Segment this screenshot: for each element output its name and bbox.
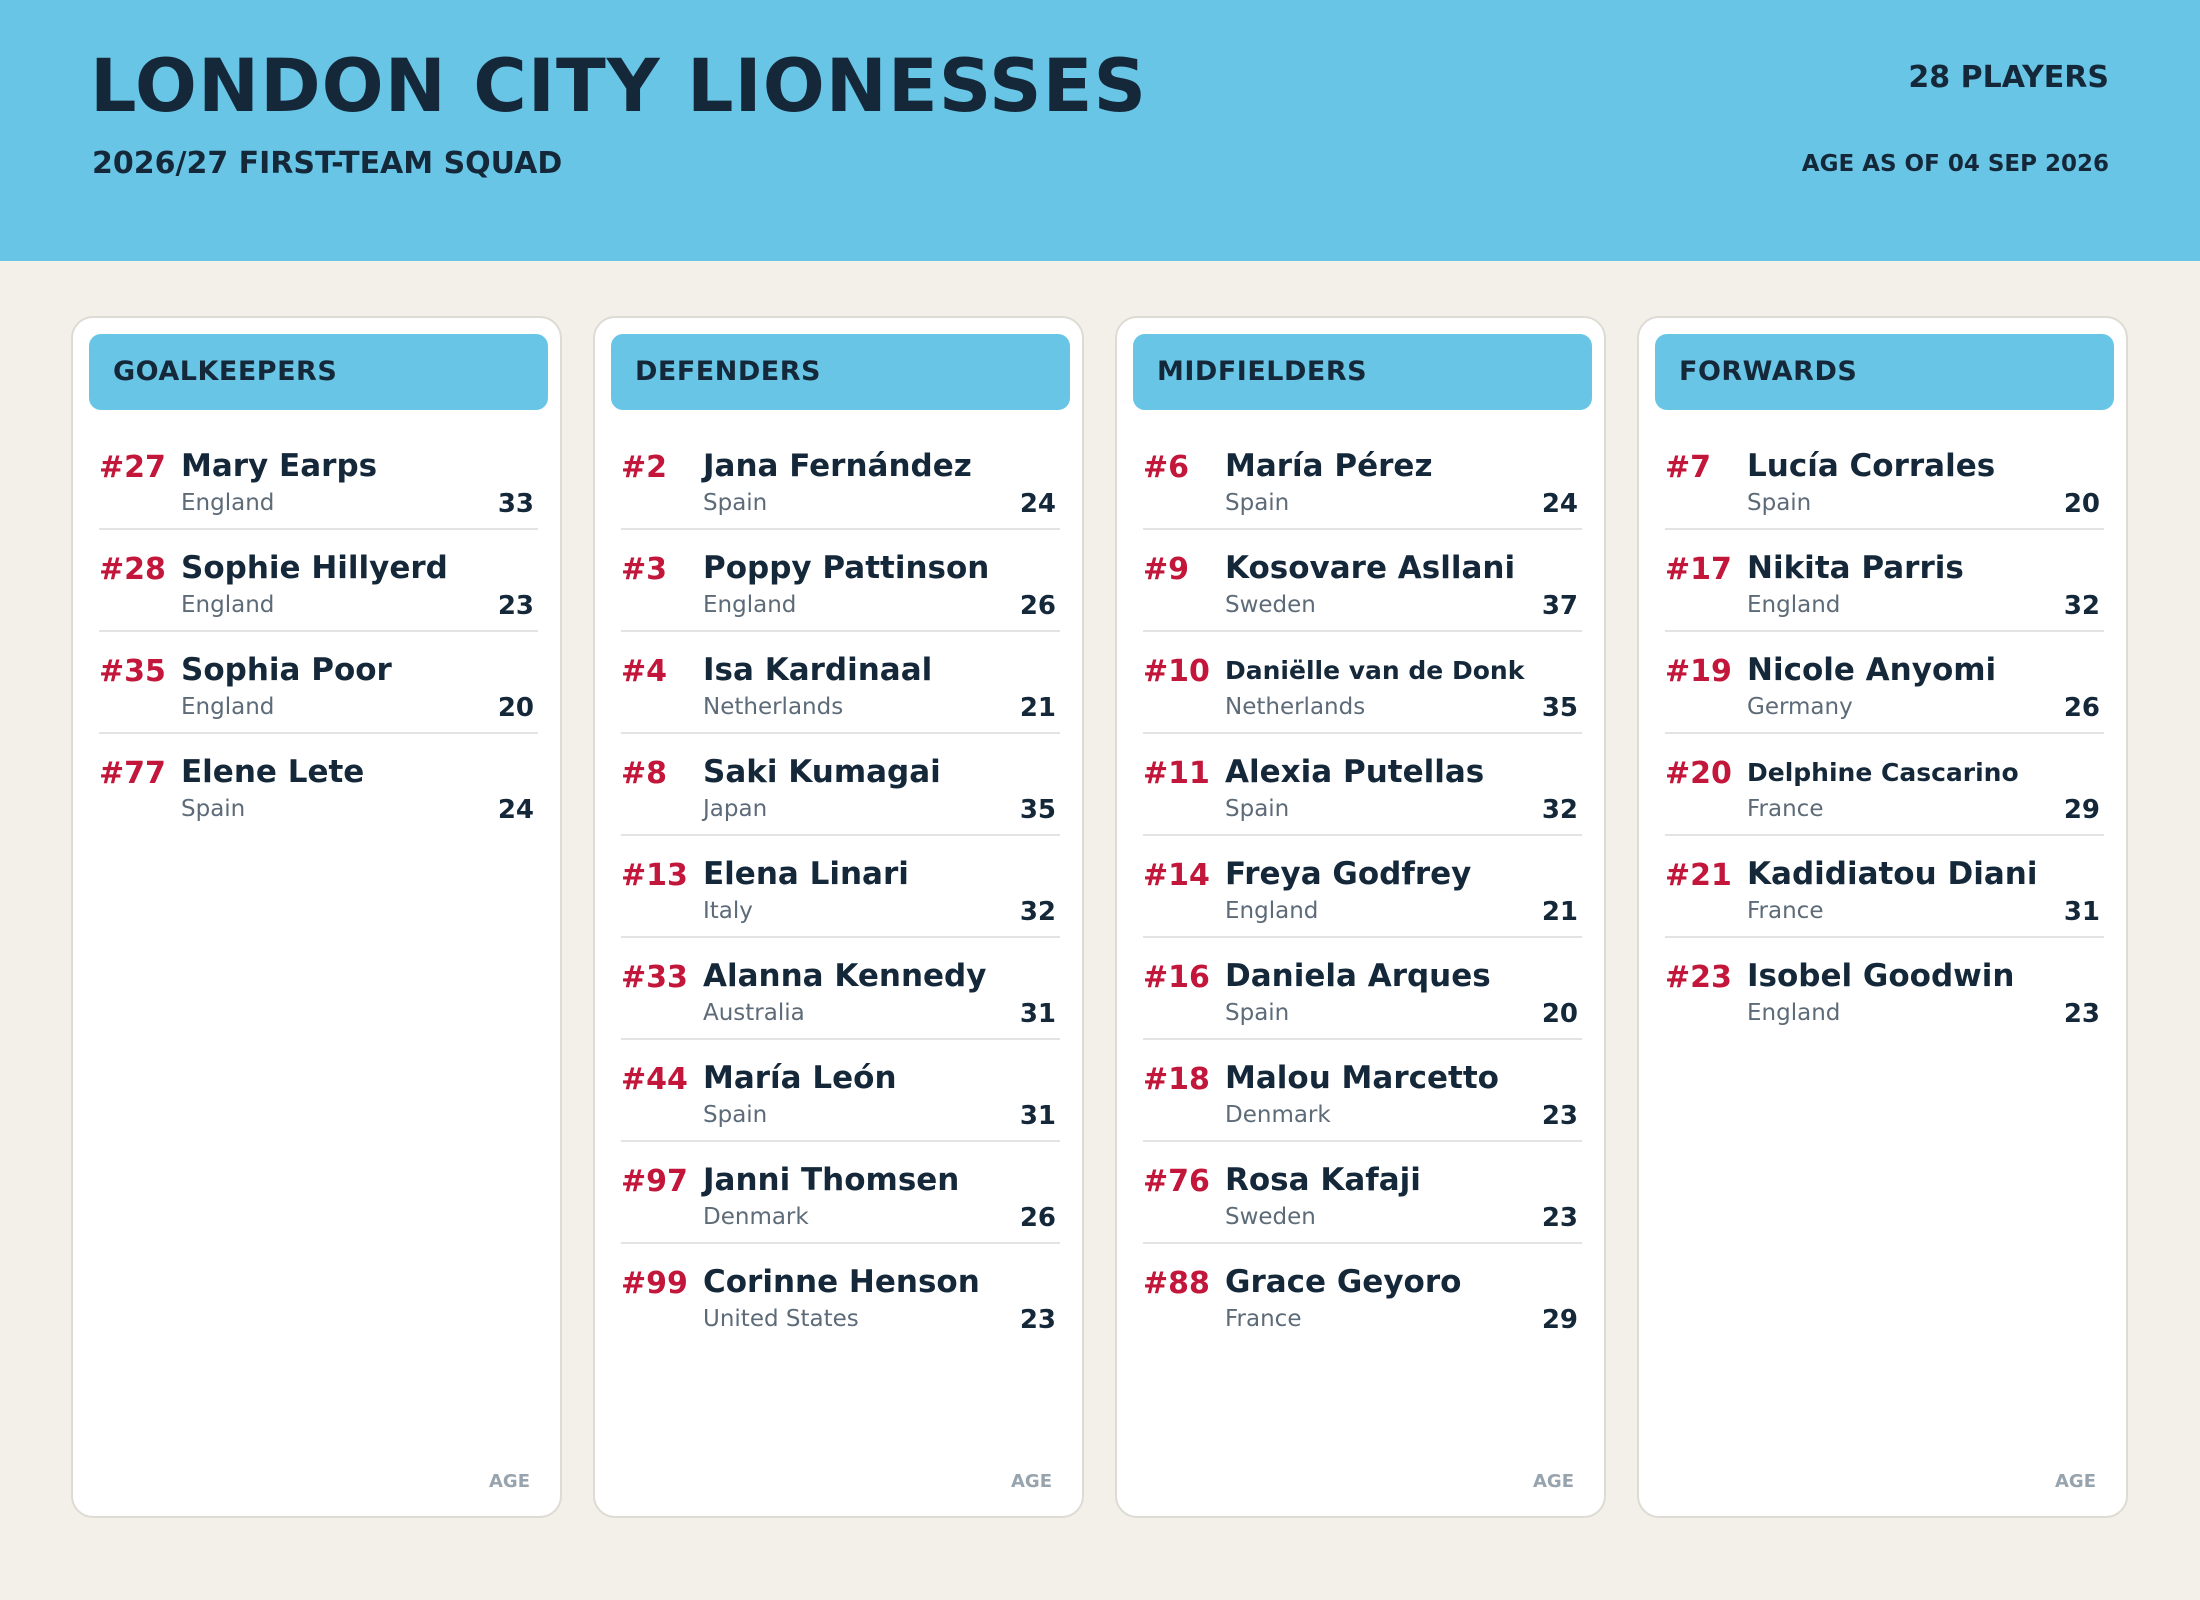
squad-number: #7	[1665, 450, 1712, 485]
player-row	[1665, 632, 2104, 734]
squad-number: #35	[99, 654, 166, 689]
page-title: LONDON CITY LIONESSES	[90, 44, 1148, 129]
player-row	[621, 734, 1060, 836]
player-age: 23	[2063, 999, 2100, 1029]
player-row	[621, 938, 1060, 1040]
player-age: 24	[497, 795, 534, 825]
player-list	[1665, 428, 2104, 1040]
player-name: Elene Lete	[181, 754, 365, 790]
player-name: Mary Earps	[181, 448, 378, 484]
player-nationality: Sweden	[1225, 1204, 1316, 1230]
squad-number: #23	[1665, 960, 1732, 995]
squad-number: #76	[1143, 1164, 1210, 1199]
player-nationality: Spain	[1225, 490, 1290, 516]
age-reference-date: AGE AS OF 04 SEP 2026	[1801, 151, 2109, 177]
player-row	[1143, 530, 1582, 632]
player-nationality: Netherlands	[703, 694, 844, 720]
player-age: 20	[1541, 999, 1578, 1029]
player-name: Sophia Poor	[181, 652, 392, 688]
squad-number: #8	[621, 756, 668, 791]
player-nationality: United States	[703, 1306, 859, 1332]
player-nationality: England	[1225, 898, 1319, 924]
player-age: 32	[1541, 795, 1578, 825]
player-nationality: Denmark	[703, 1204, 809, 1230]
player-row	[99, 734, 538, 836]
player-row	[99, 428, 538, 530]
player-name: Nicole Anyomi	[1747, 652, 1997, 688]
player-list	[1143, 428, 1582, 1346]
column-goalkeepers	[71, 316, 562, 1518]
player-row	[621, 632, 1060, 734]
squad-number: #19	[1665, 654, 1732, 689]
age-column-label: AGE	[488, 1471, 530, 1492]
player-nationality: France	[1747, 796, 1824, 822]
player-nationality: England	[181, 490, 275, 516]
player-age: 32	[2063, 591, 2100, 621]
player-nationality: France	[1225, 1306, 1302, 1332]
squad-number: #4	[621, 654, 668, 689]
player-row	[1143, 836, 1582, 938]
player-age: 20	[2063, 489, 2100, 519]
player-name: Isa Kardinaal	[703, 652, 933, 688]
column-header: DEFENDERS	[611, 334, 1070, 410]
player-name: María León	[703, 1060, 897, 1096]
player-row	[1143, 1040, 1582, 1142]
player-nationality: England	[1747, 592, 1841, 618]
squad-number: #11	[1143, 756, 1210, 791]
player-row	[1143, 938, 1582, 1040]
player-age: 33	[497, 489, 534, 519]
player-row	[621, 1040, 1060, 1142]
squad-number: #17	[1665, 552, 1732, 587]
player-nationality: Spain	[1225, 1000, 1290, 1026]
age-column-label: AGE	[2054, 1471, 2096, 1492]
player-age: 26	[1019, 1203, 1056, 1233]
player-row	[1143, 632, 1582, 734]
player-name: Nikita Parris	[1747, 550, 1964, 586]
player-row	[1665, 836, 2104, 938]
player-name: Delphine Cascarino	[1747, 758, 2019, 787]
player-name: Lucía Corrales	[1747, 448, 1996, 484]
player-row	[1143, 428, 1582, 530]
player-age: 24	[1541, 489, 1578, 519]
player-age: 21	[1019, 693, 1056, 723]
player-age: 32	[1019, 897, 1056, 927]
player-count: 28 PLAYERS	[1908, 60, 2109, 95]
age-column-label: AGE	[1532, 1471, 1574, 1492]
column-midfielders	[1115, 316, 1606, 1518]
player-nationality: France	[1747, 898, 1824, 924]
player-nationality: England	[1747, 1000, 1841, 1026]
squad-number: #44	[621, 1062, 688, 1097]
player-age: 23	[1019, 1305, 1056, 1335]
player-name: Freya Godfrey	[1225, 856, 1472, 892]
squad-number: #16	[1143, 960, 1210, 995]
player-name: Alexia Putellas	[1225, 754, 1485, 790]
player-row	[1665, 530, 2104, 632]
squad-number: #33	[621, 960, 688, 995]
squad-number: #28	[99, 552, 166, 587]
column-header: FORWARDS	[1655, 334, 2114, 410]
player-name: Rosa Kafaji	[1225, 1162, 1421, 1198]
player-row	[1143, 734, 1582, 836]
player-name: Janni Thomsen	[703, 1162, 960, 1198]
player-row	[1665, 734, 2104, 836]
age-column-label: AGE	[1010, 1471, 1052, 1492]
player-nationality: Spain	[1747, 490, 1812, 516]
squad-number: #3	[621, 552, 668, 587]
player-age: 37	[1541, 591, 1578, 621]
player-nationality: Denmark	[1225, 1102, 1331, 1128]
player-row	[99, 530, 538, 632]
player-name: Jana Fernández	[703, 448, 972, 484]
player-age: 24	[1019, 489, 1056, 519]
player-age: 31	[2063, 897, 2100, 927]
player-nationality: England	[181, 694, 275, 720]
squad-number: #9	[1143, 552, 1190, 587]
player-name: Grace Geyoro	[1225, 1264, 1462, 1300]
player-name: María Pérez	[1225, 448, 1433, 484]
player-age: 21	[1541, 897, 1578, 927]
player-nationality: Australia	[703, 1000, 805, 1026]
column-forwards	[1637, 316, 2128, 1518]
squad-number: #6	[1143, 450, 1190, 485]
player-nationality: Spain	[1225, 796, 1290, 822]
squad-number: #27	[99, 450, 166, 485]
player-row	[1665, 938, 2104, 1040]
player-row	[621, 530, 1060, 632]
player-name: Daniëlle van de Donk	[1225, 656, 1525, 685]
player-age: 26	[2063, 693, 2100, 723]
column-header: GOALKEEPERS	[89, 334, 548, 410]
player-name: Corinne Henson	[703, 1264, 980, 1300]
squad-number: #97	[621, 1164, 688, 1199]
squad-number: #99	[621, 1266, 688, 1301]
player-nationality: Spain	[181, 796, 246, 822]
player-row	[621, 1244, 1060, 1346]
player-row	[621, 1142, 1060, 1244]
squad-number: #13	[621, 858, 688, 893]
header-banner	[0, 0, 2200, 261]
player-nationality: Italy	[703, 898, 753, 924]
player-nationality: England	[181, 592, 275, 618]
player-list	[621, 428, 1060, 1346]
player-row	[1143, 1244, 1582, 1346]
player-nationality: Netherlands	[1225, 694, 1366, 720]
player-nationality: England	[703, 592, 797, 618]
player-name: Kadidiatou Diani	[1747, 856, 2038, 892]
player-name: Elena Linari	[703, 856, 909, 892]
player-age: 20	[497, 693, 534, 723]
player-name: Sophie Hillyerd	[181, 550, 448, 586]
player-row	[1143, 1142, 1582, 1244]
player-age: 31	[1019, 999, 1056, 1029]
player-name: Alanna Kennedy	[703, 958, 987, 994]
player-age: 26	[1019, 591, 1056, 621]
player-age: 29	[1541, 1305, 1578, 1335]
player-nationality: Sweden	[1225, 592, 1316, 618]
player-name: Isobel Goodwin	[1747, 958, 2015, 994]
player-row	[1665, 428, 2104, 530]
player-age: 35	[1541, 693, 1578, 723]
squad-number: #77	[99, 756, 166, 791]
player-name: Kosovare Asllani	[1225, 550, 1516, 586]
column-header: MIDFIELDERS	[1133, 334, 1592, 410]
page-subtitle: 2026/27 FIRST-TEAM SQUAD	[92, 146, 563, 181]
squad-number: #2	[621, 450, 668, 485]
column-defenders	[593, 316, 1084, 1518]
player-row	[621, 428, 1060, 530]
squad-number: #20	[1665, 756, 1732, 791]
player-age: 29	[2063, 795, 2100, 825]
player-age: 23	[1541, 1203, 1578, 1233]
player-list	[99, 428, 538, 836]
player-nationality: Spain	[703, 1102, 768, 1128]
player-age: 31	[1019, 1101, 1056, 1131]
player-row	[621, 836, 1060, 938]
player-age: 35	[1019, 795, 1056, 825]
squad-number: #14	[1143, 858, 1210, 893]
player-name: Poppy Pattinson	[703, 550, 990, 586]
player-nationality: Japan	[703, 796, 768, 822]
player-name: Daniela Arques	[1225, 958, 1491, 994]
squad-number: #21	[1665, 858, 1732, 893]
squad-number: #10	[1143, 654, 1210, 689]
squad-number: #18	[1143, 1062, 1210, 1097]
player-name: Malou Marcetto	[1225, 1060, 1499, 1096]
player-row	[99, 632, 538, 734]
player-nationality: Spain	[703, 490, 768, 516]
player-nationality: Germany	[1747, 694, 1853, 720]
player-age: 23	[497, 591, 534, 621]
player-age: 23	[1541, 1101, 1578, 1131]
player-name: Saki Kumagai	[703, 754, 941, 790]
squad-number: #88	[1143, 1266, 1210, 1301]
